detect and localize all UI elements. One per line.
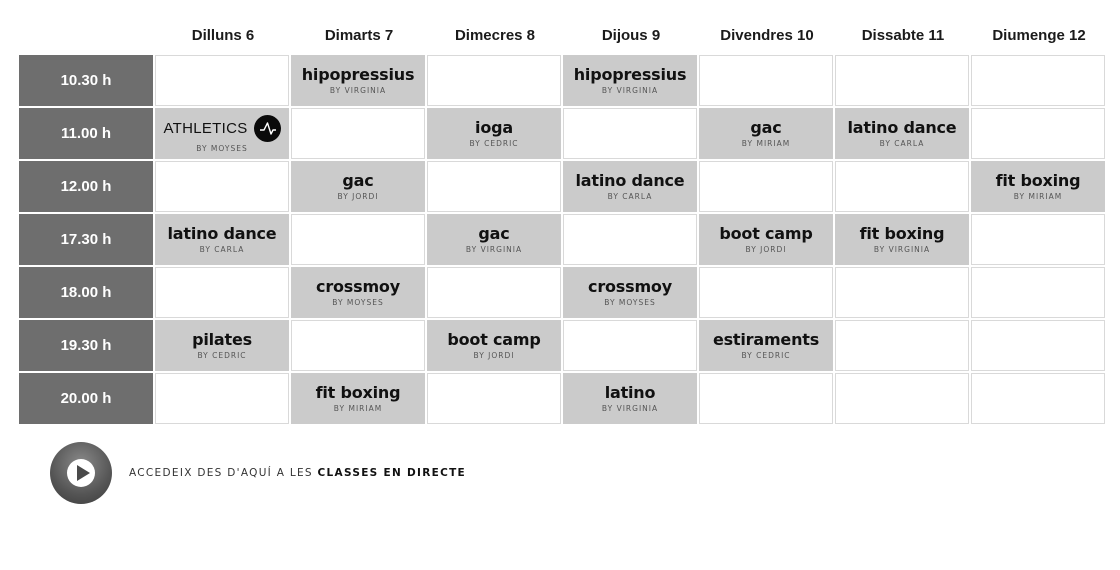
class-name: fit boxing — [995, 171, 1081, 190]
instructor-label: BY VIRGINIA — [329, 86, 387, 95]
schedule-row — [19, 160, 1106, 213]
empty-cell — [563, 214, 697, 265]
class-cell[interactable] — [155, 108, 289, 159]
class-name: latino — [604, 383, 656, 402]
class-name: crossmoy — [588, 277, 672, 296]
instructor-label: BY CEDRIC — [469, 139, 519, 148]
day-header: Dissabte 11 — [861, 27, 945, 44]
class-cell[interactable] — [155, 320, 289, 371]
class-name: pilates — [192, 330, 252, 349]
empty-cell — [835, 55, 969, 106]
time-slot: 12.00 h — [19, 161, 153, 212]
class-name: fit boxing — [315, 383, 401, 402]
empty-cell — [699, 161, 833, 212]
class-name: latino dance — [575, 171, 685, 190]
empty-cell — [835, 267, 969, 318]
class-name: gac — [342, 171, 374, 190]
schedule-row — [19, 107, 1106, 160]
athletics-brand — [163, 115, 280, 142]
instructor-label: BY VIRGINIA — [873, 245, 931, 254]
empty-cell — [971, 214, 1105, 265]
class-cell[interactable] — [971, 161, 1105, 212]
empty-cell — [699, 373, 833, 424]
time-slot: 18.00 h — [19, 267, 153, 318]
class-name: fit boxing — [859, 224, 945, 243]
empty-cell — [971, 108, 1105, 159]
instructor-label: BY JORDI — [473, 351, 515, 360]
day-headers — [155, 24, 1107, 48]
class-cell[interactable] — [563, 373, 697, 424]
instructor-label: BY CARLA — [607, 192, 653, 201]
empty-cell — [427, 55, 561, 106]
schedule-row — [19, 54, 1106, 107]
empty-cell — [427, 161, 561, 212]
instructor-label: BY MOYSES — [332, 298, 384, 307]
class-name: estiraments — [712, 330, 820, 349]
schedule-row — [19, 319, 1106, 372]
class-cell[interactable] — [291, 161, 425, 212]
schedule-row — [19, 372, 1106, 425]
class-name: ATHLETICS — [163, 119, 248, 137]
class-name: gac — [478, 224, 510, 243]
empty-cell — [699, 55, 833, 106]
play-icon — [61, 453, 101, 493]
empty-cell — [835, 373, 969, 424]
instructor-label: BY VIRGINIA — [601, 86, 659, 95]
empty-cell — [155, 55, 289, 106]
empty-cell — [971, 55, 1105, 106]
class-cell[interactable] — [291, 55, 425, 106]
class-name: crossmoy — [316, 277, 400, 296]
class-cell[interactable] — [563, 55, 697, 106]
day-header: Dilluns 6 — [191, 27, 255, 44]
live-classes-link[interactable] — [129, 467, 466, 479]
empty-cell — [427, 267, 561, 318]
instructor-label: BY CARLA — [199, 245, 245, 254]
empty-cell — [971, 373, 1105, 424]
empty-cell — [835, 161, 969, 212]
class-cell[interactable] — [699, 108, 833, 159]
instructor-label: BY JORDI — [337, 192, 379, 201]
class-cell[interactable] — [699, 214, 833, 265]
class-cell[interactable] — [427, 320, 561, 371]
day-header: Dijous 9 — [601, 27, 661, 44]
schedule-grid — [19, 54, 1106, 425]
class-cell[interactable] — [835, 108, 969, 159]
class-cell[interactable] — [291, 267, 425, 318]
class-cell[interactable] — [155, 214, 289, 265]
class-name: hipopressius — [301, 65, 415, 84]
class-cell[interactable] — [835, 214, 969, 265]
day-header: Dimarts 7 — [324, 27, 394, 44]
empty-cell — [155, 161, 289, 212]
instructor-label: BY MOYSES — [604, 298, 656, 307]
empty-cell — [563, 108, 697, 159]
instructor-label: BY CEDRIC — [197, 351, 247, 360]
class-name: latino dance — [167, 224, 277, 243]
schedule-row — [19, 266, 1106, 319]
day-header: Dimecres 8 — [454, 27, 536, 44]
class-name: boot camp — [719, 224, 813, 243]
class-cell[interactable] — [563, 267, 697, 318]
class-cell[interactable] — [427, 108, 561, 159]
play-button[interactable] — [50, 442, 112, 504]
schedule-row — [19, 213, 1106, 266]
empty-cell — [291, 320, 425, 371]
time-slot: 20.00 h — [19, 373, 153, 424]
empty-cell — [155, 267, 289, 318]
instructor-label: BY MIRIAM — [1013, 192, 1063, 201]
live-classes-strong: CLASSES EN DIRECTE — [317, 467, 467, 479]
empty-cell — [291, 108, 425, 159]
empty-cell — [155, 373, 289, 424]
time-slot: 17.30 h — [19, 214, 153, 265]
athletics-logo-icon — [254, 115, 281, 142]
empty-cell — [835, 320, 969, 371]
instructor-label: BY VIRGINIA — [465, 245, 523, 254]
empty-cell — [971, 320, 1105, 371]
time-slot: 10.30 h — [19, 55, 153, 106]
instructor-label: BY MIRIAM — [333, 404, 383, 413]
empty-cell — [563, 320, 697, 371]
instructor-label: BY MOYSES — [196, 143, 248, 153]
class-name: latino dance — [847, 118, 957, 137]
class-cell[interactable] — [563, 161, 697, 212]
class-name: ioga — [475, 118, 513, 137]
empty-cell — [427, 373, 561, 424]
empty-cell — [291, 214, 425, 265]
day-header: Divendres 10 — [720, 27, 814, 44]
class-name: gac — [750, 118, 782, 137]
class-cell[interactable] — [291, 373, 425, 424]
instructor-label: BY CARLA — [879, 139, 925, 148]
empty-cell — [971, 267, 1105, 318]
class-cell[interactable] — [699, 320, 833, 371]
class-name: boot camp — [447, 330, 541, 349]
live-classes-prefix: ACCEDEIX DES D'AQUÍ A LES — [129, 467, 318, 479]
instructor-label: BY MIRIAM — [741, 139, 791, 148]
day-header: Diumenge 12 — [992, 27, 1086, 44]
instructor-label: BY JORDI — [745, 245, 787, 254]
class-cell[interactable] — [427, 214, 561, 265]
instructor-label: BY CEDRIC — [741, 351, 791, 360]
class-name: hipopressius — [573, 65, 687, 84]
time-slot: 11.00 h — [19, 108, 153, 159]
time-slot: 19.30 h — [19, 320, 153, 371]
empty-cell — [699, 267, 833, 318]
instructor-label: BY VIRGINIA — [601, 404, 659, 413]
